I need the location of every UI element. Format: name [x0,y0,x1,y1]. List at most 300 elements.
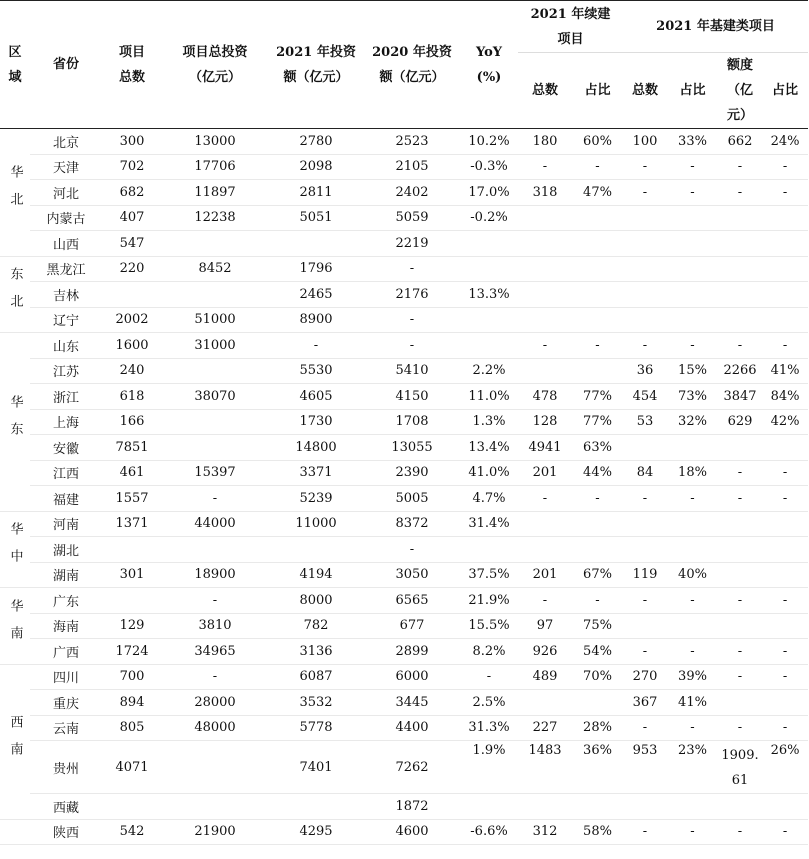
continued-total-cell: 926 [518,639,572,665]
total-investment-cell: 21900 [162,819,268,845]
table-row [0,613,808,639]
capital-amount-share-cell: - [762,639,808,665]
province-cell: 西藏 [30,794,102,820]
capital-total-cell [623,307,667,333]
investment-2021-cell: 14800 [268,435,364,461]
capital-total-cell: - [623,486,667,512]
capital-total-cell [623,205,667,231]
project-count-cell: 2002 [102,307,162,333]
capital-share-cell [667,231,718,257]
capital-amount-cell [718,511,762,537]
province-cell: 北京 [30,129,102,155]
capital-share-cell [667,435,718,461]
continued-total-cell [518,511,572,537]
investment-2021-cell: 4295 [268,819,364,845]
capital-amount-cell [718,282,762,308]
region-cell [0,129,30,257]
capital-total-cell [623,256,667,282]
capital-amount-share-cell [762,282,808,308]
continued-share-cell [572,231,623,257]
capital-amount-cell [718,613,762,639]
project-count-cell: 1371 [102,511,162,537]
capital-amount-share-cell [762,435,808,461]
capital-amount-cell: - [718,664,762,690]
total-investment-cell [162,435,268,461]
capital-share-cell: - [667,588,718,614]
province-cell: 辽宁 [30,307,102,333]
investment-2020-cell: 5059 [364,205,460,231]
continued-share-cell: 28% [572,715,623,741]
capital-amount-cell: - [718,819,762,845]
province-cell: 内蒙古 [30,205,102,231]
header-capital-share: 占比 [667,53,718,129]
project-count-cell: 542 [102,819,162,845]
investment-2021-cell [268,537,364,563]
continued-total-cell [518,205,572,231]
region-cell [0,511,30,588]
yoy-cell [460,307,518,333]
total-investment-cell [162,231,268,257]
continued-total-cell [518,307,572,333]
capital-total-cell: - [623,333,667,359]
header-total-investment: 项目总投资（亿元） [162,1,268,129]
capital-total-cell: 53 [623,409,667,435]
capital-share-cell: - [667,819,718,845]
region-label: 东北 [7,267,23,322]
capital-amount-cell: 2266 [718,358,762,384]
continued-total-cell: 1483 [518,741,572,794]
table-row [0,486,808,512]
province-cell: 黑龙江 [30,256,102,282]
continued-share-cell [572,537,623,563]
province-cell: 重庆 [30,690,102,716]
investment-2020-cell: 3050 [364,562,460,588]
yoy-cell: 31.4% [460,511,518,537]
capital-amount-cell [718,256,762,282]
region-cell [0,819,30,845]
table-row [0,511,808,537]
project-count-cell: 240 [102,358,162,384]
table-row [0,358,808,384]
investment-2021-cell: 5778 [268,715,364,741]
capital-total-cell [623,282,667,308]
investment-2020-cell: 2105 [364,154,460,180]
capital-amount-share-cell: - [762,333,808,359]
capital-share-cell [667,537,718,563]
investment-2020-cell: 7262 [364,741,460,794]
continued-total-cell: - [518,154,572,180]
yoy-cell [460,333,518,359]
yoy-cell [460,537,518,563]
header-capital-amount: 额度（亿元） [718,53,762,129]
province-cell: 广东 [30,588,102,614]
project-count-cell: 702 [102,154,162,180]
yoy-cell: 10.2% [460,129,518,155]
continued-share-cell: - [572,588,623,614]
capital-amount-cell [718,435,762,461]
continued-share-cell: - [572,486,623,512]
yoy-cell: 31.3% [460,715,518,741]
investment-2020-cell: - [364,307,460,333]
continued-total-cell [518,231,572,257]
yoy-cell: 8.2% [460,639,518,665]
capital-share-cell: - [667,486,718,512]
project-count-cell [102,282,162,308]
project-count-cell [102,794,162,820]
province-cell: 湖北 [30,537,102,563]
province-cell: 福建 [30,486,102,512]
investment-2020-cell: 6000 [364,664,460,690]
table-row [0,231,808,257]
investment-2021-cell [268,231,364,257]
capital-total-cell [623,794,667,820]
project-count-cell: 1557 [102,486,162,512]
capital-amount-cell [718,794,762,820]
capital-amount-share-cell: 24% [762,129,808,155]
total-investment-cell: 31000 [162,333,268,359]
capital-share-cell: 23% [667,741,718,794]
yoy-cell [460,794,518,820]
continued-total-cell: 227 [518,715,572,741]
investment-2020-cell: 4600 [364,819,460,845]
investment-2020-cell: - [364,537,460,563]
capital-total-cell: 454 [623,384,667,410]
continued-share-cell: 77% [572,384,623,410]
yoy-cell: 2.2% [460,358,518,384]
capital-amount-cell: - [718,588,762,614]
project-count-cell: 461 [102,460,162,486]
investment-2021-cell: 5530 [268,358,364,384]
continued-total-cell: 318 [518,180,572,206]
capital-total-cell [623,613,667,639]
province-cell: 陕西 [30,819,102,845]
region-cell [0,588,30,665]
continued-total-cell: 489 [518,664,572,690]
investment-2020-cell: - [364,333,460,359]
total-investment-cell: 15397 [162,460,268,486]
table-row [0,639,808,665]
table-row [0,409,808,435]
province-cell: 浙江 [30,384,102,410]
capital-amount-cell: 3847 [718,384,762,410]
yoy-cell: 13.4% [460,435,518,461]
project-count-cell: 166 [102,409,162,435]
table-row [0,205,808,231]
total-investment-cell: 11897 [162,180,268,206]
region-label: 西南 [7,714,23,769]
investment-2021-cell: 4194 [268,562,364,588]
total-investment-cell [162,741,268,794]
table-row [0,664,808,690]
capital-total-cell: 36 [623,358,667,384]
investment-2020-cell: 2390 [364,460,460,486]
continued-total-cell: - [518,588,572,614]
project-count-cell [102,537,162,563]
continued-share-cell [572,205,623,231]
table-row [0,741,808,794]
project-count-cell: 4071 [102,741,162,794]
total-investment-cell: 18900 [162,562,268,588]
investment-2020-cell: 2402 [364,180,460,206]
capital-amount-cell: 1909.61 [718,741,762,794]
total-investment-cell: 44000 [162,511,268,537]
capital-amount-cell [718,231,762,257]
investment-2020-cell: 8372 [364,511,460,537]
table-row [0,307,808,333]
investment-2021-cell: 8000 [268,588,364,614]
capital-total-cell [623,231,667,257]
continued-share-cell [572,690,623,716]
capital-share-cell: 40% [667,562,718,588]
yoy-cell: 1.9% [460,741,518,794]
table-row [0,588,808,614]
province-cell: 河北 [30,180,102,206]
yoy-cell: 15.5% [460,613,518,639]
province-cell: 四川 [30,664,102,690]
continued-share-cell: - [572,333,623,359]
total-investment-cell: 8452 [162,256,268,282]
total-investment-cell: - [162,588,268,614]
capital-share-cell: 41% [667,690,718,716]
continued-share-cell: 77% [572,409,623,435]
capital-amount-cell: - [718,486,762,512]
capital-total-cell: - [623,819,667,845]
capital-share-cell: - [667,154,718,180]
capital-total-cell: 119 [623,562,667,588]
investment-2021-cell: 2098 [268,154,364,180]
continued-total-cell: 312 [518,819,572,845]
continued-total-cell: 180 [518,129,572,155]
continued-total-cell [518,537,572,563]
capital-total-cell: - [623,154,667,180]
capital-share-cell [667,256,718,282]
investment-2020-cell: 3445 [364,690,460,716]
investment-2021-cell: - [268,333,364,359]
investment-2020-cell: - [364,256,460,282]
continued-total-cell: 97 [518,613,572,639]
capital-amount-cell [718,537,762,563]
investment-2021-cell: 6087 [268,664,364,690]
capital-amount-share-cell [762,231,808,257]
capital-amount-share-cell: 41% [762,358,808,384]
province-cell: 安徽 [30,435,102,461]
capital-amount-share-cell [762,562,808,588]
capital-total-cell: 953 [623,741,667,794]
table-row [0,333,808,359]
continued-total-cell: - [518,333,572,359]
yoy-cell: 4.7% [460,486,518,512]
capital-share-cell: - [667,639,718,665]
continued-total-cell [518,794,572,820]
capital-total-cell [623,537,667,563]
continued-total-cell [518,690,572,716]
capital-amount-cell [718,205,762,231]
table-row [0,794,808,820]
yoy-cell: 13.3% [460,282,518,308]
capital-total-cell [623,511,667,537]
capital-amount-share-cell [762,205,808,231]
project-count-cell: 1724 [102,639,162,665]
province-cell: 山东 [30,333,102,359]
table-row [0,154,808,180]
capital-amount-share-cell [762,613,808,639]
province-cell: 贵州 [30,741,102,794]
total-investment-cell [162,537,268,563]
continued-share-cell [572,307,623,333]
project-count-cell: 894 [102,690,162,716]
continued-share-cell: 60% [572,129,623,155]
capital-amount-share-cell: - [762,180,808,206]
capital-total-cell: 100 [623,129,667,155]
table-row [0,435,808,461]
capital-amount-share-cell [762,537,808,563]
capital-total-cell [623,435,667,461]
project-count-cell: 547 [102,231,162,257]
investment-2020-cell: 5005 [364,486,460,512]
investment-2021-cell: 4605 [268,384,364,410]
capital-amount-share-cell: - [762,715,808,741]
capital-share-cell: 18% [667,460,718,486]
total-investment-cell [162,358,268,384]
continued-total-cell [518,358,572,384]
total-investment-cell: - [162,486,268,512]
investment-2021-cell: 2780 [268,129,364,155]
capital-amount-cell: - [718,460,762,486]
continued-share-cell: 36% [572,741,623,794]
yoy-cell: 41.0% [460,460,518,486]
table-row [0,282,808,308]
investment-2020-cell: 4150 [364,384,460,410]
investment-2020-cell: 2219 [364,231,460,257]
capital-amount-cell [718,307,762,333]
continued-share-cell [572,256,623,282]
table-row [0,256,808,282]
capital-amount-cell: - [718,180,762,206]
capital-total-cell: - [623,588,667,614]
table-row [0,715,808,741]
capital-total-cell: - [623,715,667,741]
total-investment-cell: 13000 [162,129,268,155]
capital-amount-share-cell [762,690,808,716]
investment-2021-cell: 1796 [268,256,364,282]
table-row [0,819,808,845]
capital-amount-cell [718,562,762,588]
yoy-cell [460,231,518,257]
investment-2021-cell: 1730 [268,409,364,435]
province-cell: 天津 [30,154,102,180]
capital-amount-share-cell: - [762,664,808,690]
project-count-cell: 301 [102,562,162,588]
investment-2021-cell: 3136 [268,639,364,665]
header-capital-total: 总数 [623,53,667,129]
investment-2020-cell: 5410 [364,358,460,384]
capital-amount-share-cell [762,794,808,820]
capital-amount-share-cell: - [762,486,808,512]
capital-amount-share-cell [762,256,808,282]
total-investment-cell: - [162,664,268,690]
capital-amount-cell: 629 [718,409,762,435]
header-investment-2021: 2021 年投资额（亿元） [268,1,364,129]
investment-2020-cell: 677 [364,613,460,639]
investment-2020-cell: 1708 [364,409,460,435]
continued-share-cell: 44% [572,460,623,486]
table-row [0,562,808,588]
total-investment-cell: 51000 [162,307,268,333]
table-body [0,129,808,845]
province-cell: 上海 [30,409,102,435]
capital-amount-cell: - [718,333,762,359]
yoy-cell: - [460,664,518,690]
capital-share-cell: - [667,715,718,741]
total-investment-cell: 17706 [162,154,268,180]
yoy-cell: 2.5% [460,690,518,716]
capital-share-cell: - [667,333,718,359]
province-cell: 云南 [30,715,102,741]
project-count-cell: 805 [102,715,162,741]
header-continued-projects: 2021 年续建项目 [518,1,623,53]
investment-2021-cell: 3532 [268,690,364,716]
project-count-cell: 7851 [102,435,162,461]
region-cell [0,333,30,512]
total-investment-cell [162,409,268,435]
total-investment-cell: 38070 [162,384,268,410]
investment-2021-cell: 8900 [268,307,364,333]
province-cell: 海南 [30,613,102,639]
total-investment-cell: 12238 [162,205,268,231]
investment-2021-cell: 7401 [268,741,364,794]
total-investment-cell: 34965 [162,639,268,665]
continued-share-cell: 47% [572,180,623,206]
total-investment-cell [162,794,268,820]
province-cell: 江苏 [30,358,102,384]
table-row [0,537,808,563]
investment-2021-cell [268,794,364,820]
capital-total-cell: - [623,639,667,665]
investment-2020-cell: 4400 [364,715,460,741]
project-count-cell: 1600 [102,333,162,359]
region-label: 华南 [7,598,23,653]
total-investment-cell [162,282,268,308]
continued-share-cell [572,511,623,537]
capital-amount-share-cell [762,511,808,537]
capital-share-cell: - [667,180,718,206]
project-count-cell: 300 [102,129,162,155]
capital-amount-cell: - [718,154,762,180]
capital-amount-share-cell [762,307,808,333]
header-yoy: YoY (%) [460,1,518,129]
yoy-cell: 11.0% [460,384,518,410]
investment-2021-cell: 2811 [268,180,364,206]
province-cell: 山西 [30,231,102,257]
header-capital-projects: 2021 年基建类项目 [623,1,808,53]
project-count-cell [102,588,162,614]
continued-total-cell: 201 [518,460,572,486]
investment-2021-cell: 5239 [268,486,364,512]
province-cell: 吉林 [30,282,102,308]
province-cell: 广西 [30,639,102,665]
region-label: 华中 [7,522,23,577]
yoy-cell: -0.3% [460,154,518,180]
table-row [0,384,808,410]
region-cell [0,664,30,819]
project-count-cell: 129 [102,613,162,639]
continued-total-cell: 201 [518,562,572,588]
header-investment-2020: 2020 年投资额（亿元） [364,1,460,129]
project-count-cell: 618 [102,384,162,410]
header-capital-amount-share: 占比 [762,53,808,129]
capital-share-cell [667,613,718,639]
province-cell: 江西 [30,460,102,486]
